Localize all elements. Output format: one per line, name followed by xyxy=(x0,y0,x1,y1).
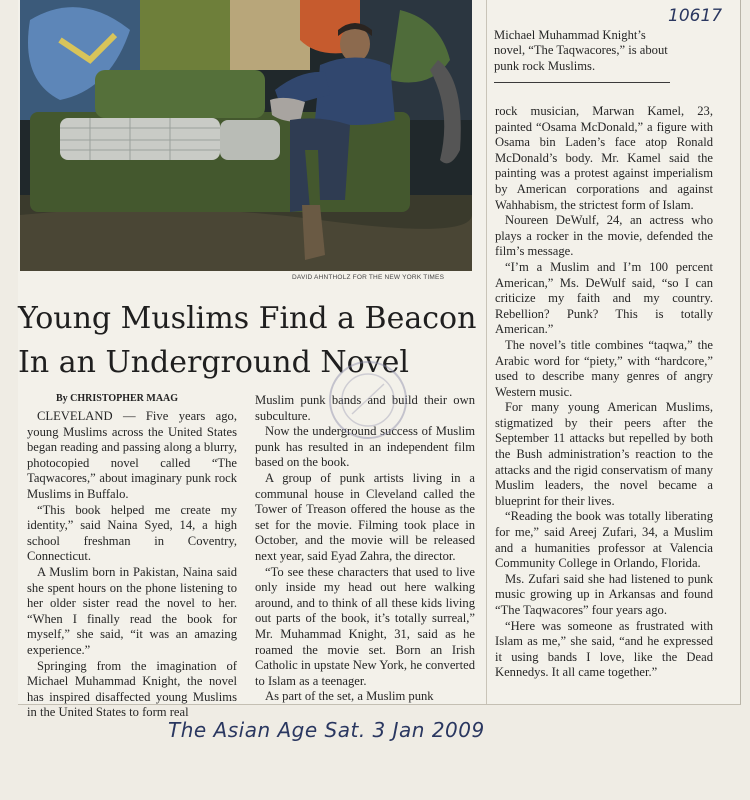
article-column-1 xyxy=(27,409,237,721)
paragraph: “I’m a Muslim and I’m 100 percent American,” Ms. DeWulf said, “so I can criticize my faith and my country. Rebellion? Punk? This is totally American.” xyxy=(495,259,713,337)
library-stamp-icon xyxy=(322,354,414,446)
headline xyxy=(18,297,488,385)
paragraph: For many young American Muslims, stigmatized by their peers after the September 11 attacks but repelled by both the Bush administration’s reaction to the attacks and the rigid conservatism of many Muslim leaders, the novel became a blueprint for their lives. xyxy=(495,400,713,508)
photo-illustration xyxy=(20,0,472,271)
paragraph: Ms. Zufari said she had listened to punk music growing up in Arkansas and found “The Taqwacores” four years ago. xyxy=(495,571,713,617)
paragraph: CLEVELAND — Five years ago, young Muslims across the United States began reading and passing along a blurry, photocopied novel called “The Taqwacores,” about imaginary punk rock Muslims in Buffalo. xyxy=(27,409,237,501)
paragraph: Now the underground success of Muslim punk has resulted in an independent film based on the book. xyxy=(255,424,475,470)
paragraph: “Here was someone as frustrated with Islam as me,” she said, “and he expressed it using bands I love, like the Dead Kennedys. It all came together.” xyxy=(495,618,713,680)
photo-caption: Michael Muhammad Knight’s novel, “The Taqwacores,” is about punk rock Muslims. xyxy=(494,28,668,73)
paragraph: Noureen DeWulf, 24, an actress who plays a rocker in the movie, defended the film’s message. xyxy=(495,213,713,259)
headline-line-2: In an Underground Novel xyxy=(18,345,409,380)
headline-line-1: Young Muslims Find a Beacon xyxy=(18,301,477,336)
paragraph: As part of the set, a Muslim punk xyxy=(265,689,434,704)
paragraph: “Reading the book was totally liberating for me,” said Areej Zufari, 34, a Muslim and a humanities professor at Valencia Community College in Orlando, Florida. xyxy=(495,509,713,571)
paragraph: Springing from the imagination of Michael Muhammad Knight, the novel has inspired disaffected young Muslims in the United States to form real xyxy=(27,658,237,720)
paragraph: “To see these characters that used to live only inside my head out here walking around, and to think of all these kids living out parts of the book, it’s totally surreal,” Mr. Muhammad Knight, 31, said as he roamed the movie set. Born an Irish Catholic in upstate New York, he converted to Islam as a teenager. xyxy=(255,564,475,688)
photo-credit: DAVID AHNTHOLZ FOR THE NEW YORK TIMES xyxy=(292,274,445,281)
handwritten-source-note: The Asian Age Sat. 3 Jan 2009 xyxy=(168,718,485,742)
paragraph: A Muslim born in Pakistan, Naina said she spent hours on the phone listening to her older sister read the novel to her. “When I finally read the book for myself,” she said, “it was an amazing experience.” xyxy=(27,564,237,657)
paragraph: rock musician, Marwan Kamel, 23, painted “Osama McDonald,” a figure with Osama bin Laden’s face atop Ronald McDonald’s body. Mr. Kamel said the painting was a protest against imperialism by American corporations and against Wahhabism, the strictest form of Islam. xyxy=(495,104,713,212)
paragraph: “This book helped me create my identity,” said Naina Syed, 14, a high school freshman in Coventry, Connecticut. xyxy=(27,502,237,564)
caption-rule xyxy=(494,82,670,83)
byline: By CHRISTOPHER MAAG xyxy=(56,393,179,404)
paragraph: The novel’s title combines “taqwa,” the Arabic word for “piety,” with “hardcore,” used to describe many genres of angry Western music. xyxy=(495,337,713,399)
paragraph: A group of punk artists living in a communal house in Cleveland called the Tower of Treason offered the house as the set for the movie. Filming took place in October, and the movie will be released next year, said Eyad Zahra, the director. xyxy=(255,470,475,563)
article-photo xyxy=(20,0,472,271)
paragraph: Muslim punk bands and build their own subculture. xyxy=(255,393,475,423)
handwritten-reference-number: 10617 xyxy=(668,6,723,26)
article-column-3 xyxy=(495,104,713,681)
